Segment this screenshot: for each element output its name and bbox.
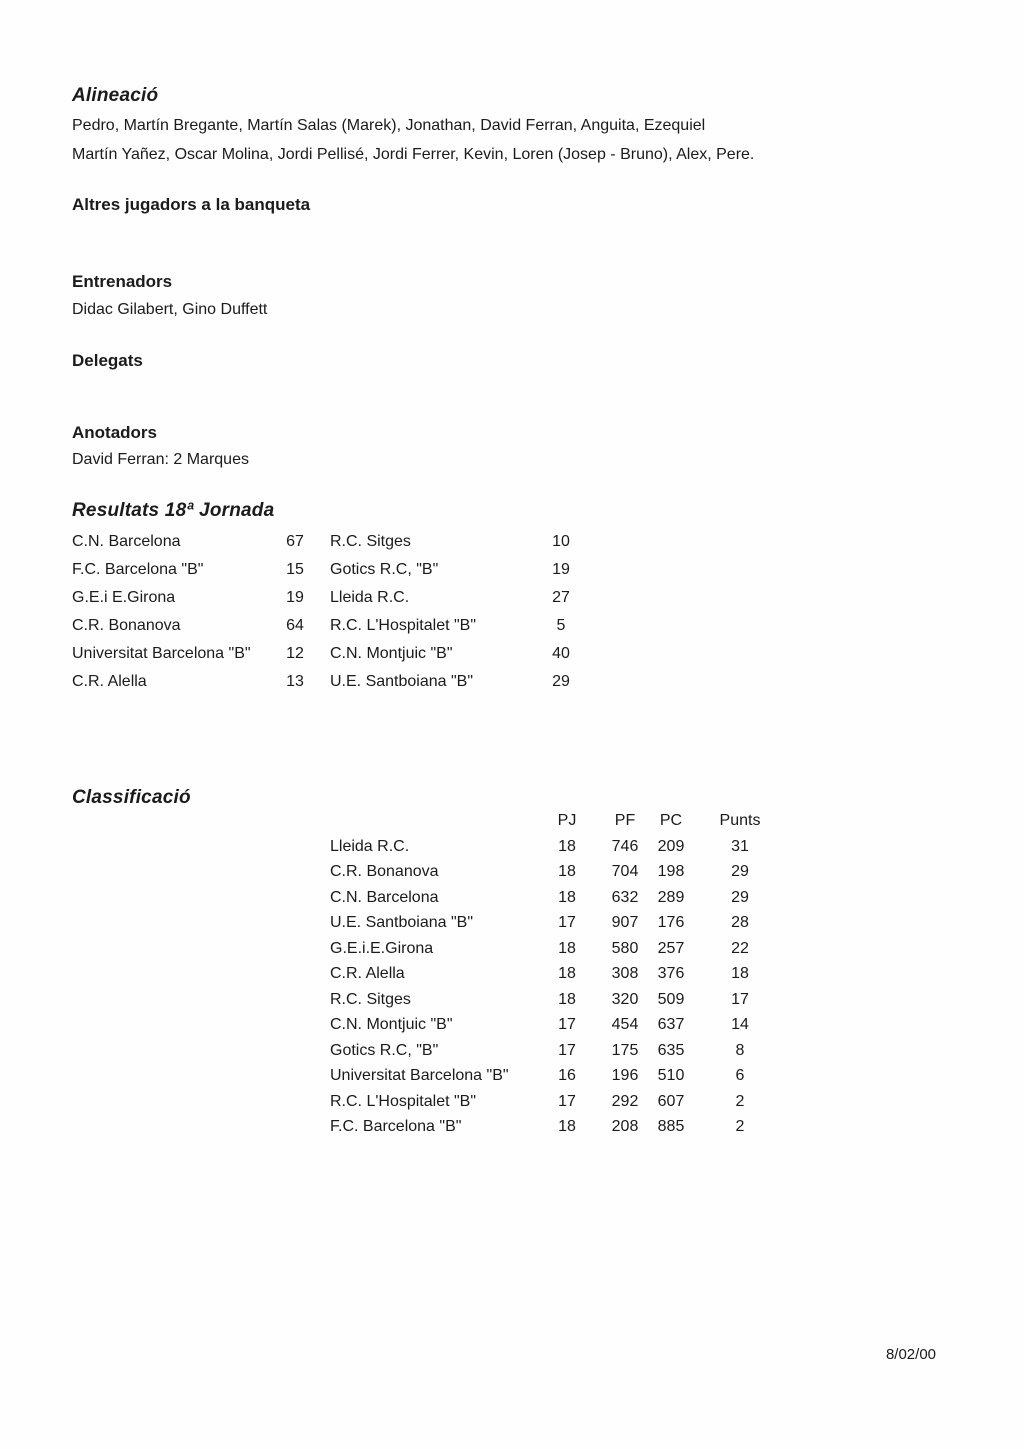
cls-team: C.R. Alella <box>330 965 405 982</box>
alineacio-heading: Alineació <box>72 85 159 106</box>
cls-team: F.C. Barcelona "B" <box>330 1118 462 1135</box>
classification-row <box>330 1016 830 1042</box>
cls-punts: 28 <box>731 914 749 931</box>
cls-pj: 18 <box>558 1118 576 1135</box>
cls-pc: 509 <box>657 991 685 1008</box>
cls-team: G.E.i.E.Girona <box>330 940 434 957</box>
result-row <box>72 617 632 645</box>
cls-pc: 209 <box>657 838 685 855</box>
footer-date: 8/02/00 <box>885 1346 936 1363</box>
result-score-b: 19 <box>552 561 570 578</box>
cls-pf: 308 <box>611 965 639 982</box>
cls-team: Universitat Barcelona "B" <box>330 1067 509 1084</box>
cls-pc: 607 <box>657 1093 685 1110</box>
cls-pf: 454 <box>611 1016 639 1033</box>
classification-row <box>330 1118 830 1144</box>
result-team-a: C.N. Barcelona <box>72 533 181 550</box>
cls-punts: 14 <box>731 1016 749 1033</box>
cls-pj: 17 <box>558 1016 576 1033</box>
cls-pj: 18 <box>558 991 576 1008</box>
cls-pf: 704 <box>611 863 639 880</box>
cls-pc: 289 <box>657 889 685 906</box>
result-team-b: R.C. Sitges <box>330 533 411 550</box>
cls-team: Gotics R.C, "B" <box>330 1042 439 1059</box>
header-pf: PF <box>614 812 636 829</box>
result-row <box>72 561 632 589</box>
cls-pf: 196 <box>611 1067 639 1084</box>
classification-header-row <box>330 812 830 838</box>
result-team-b: U.E. Santboiana "B" <box>330 673 473 690</box>
cls-pj: 16 <box>558 1067 576 1084</box>
resultats-heading: Resultats 18ª Jornada <box>72 500 275 521</box>
cls-pj: 18 <box>558 889 576 906</box>
result-score-b: 10 <box>552 533 570 550</box>
cls-punts: 6 <box>735 1067 745 1084</box>
entrenadors-heading: Entrenadors <box>72 272 173 291</box>
cls-punts: 29 <box>731 863 749 880</box>
result-team-a: C.R. Alella <box>72 673 147 690</box>
cls-punts: 2 <box>735 1118 745 1135</box>
classification-row <box>330 838 830 864</box>
header-punts: Punts <box>719 812 761 829</box>
classification-row <box>330 914 830 940</box>
cls-punts: 29 <box>731 889 749 906</box>
result-score-b: 29 <box>552 673 570 690</box>
classificacio-heading: Classificació <box>72 787 191 808</box>
cls-pj: 18 <box>558 965 576 982</box>
cls-punts: 2 <box>735 1093 745 1110</box>
result-row <box>72 533 632 561</box>
entrenadors-names: Didac Gilabert, Gino Duffett <box>72 301 268 318</box>
result-team-a: Universitat Barcelona "B" <box>72 645 251 662</box>
result-row <box>72 673 632 701</box>
result-row <box>72 645 632 673</box>
result-team-b: Lleida R.C. <box>330 589 410 606</box>
cls-punts: 18 <box>731 965 749 982</box>
cls-pj: 18 <box>558 940 576 957</box>
cls-pf: 208 <box>611 1118 639 1135</box>
cls-team: C.N. Barcelona <box>330 889 439 906</box>
result-score-a: 64 <box>286 617 304 634</box>
cls-pf: 580 <box>611 940 639 957</box>
cls-pc: 376 <box>657 965 685 982</box>
cls-punts: 17 <box>731 991 749 1008</box>
cls-punts: 22 <box>731 940 749 957</box>
result-row <box>72 589 632 617</box>
delegats-heading: Delegats <box>72 351 143 370</box>
result-team-b: Gotics R.C, "B" <box>330 561 439 578</box>
altres-jugadors-heading: Altres jugadors a la banqueta <box>72 195 311 214</box>
header-pj: PJ <box>557 812 577 829</box>
result-score-a: 19 <box>286 589 304 606</box>
classification-row <box>330 1042 830 1068</box>
classification-row <box>330 965 830 991</box>
cls-pj: 17 <box>558 1093 576 1110</box>
players-line-1: Pedro, Martín Bregante, Martín Salas (Marek), Jonathan, David Ferran, Anguita, Ezequiel <box>72 117 706 134</box>
result-team-b: R.C. L'Hospitalet "B" <box>330 617 477 634</box>
cls-team: C.R. Bonanova <box>330 863 439 880</box>
cls-team: U.E. Santboiana "B" <box>330 914 473 931</box>
cls-pc: 510 <box>657 1067 685 1084</box>
cls-pc: 257 <box>657 940 685 957</box>
cls-team: C.N. Montjuic "B" <box>330 1016 453 1033</box>
cls-pf: 746 <box>611 838 639 855</box>
result-team-a: F.C. Barcelona "B" <box>72 561 204 578</box>
cls-pj: 17 <box>558 1042 576 1059</box>
cls-team: R.C. Sitges <box>330 991 411 1008</box>
classification-row <box>330 991 830 1017</box>
cls-pc: 176 <box>657 914 685 931</box>
result-score-b: 27 <box>552 589 570 606</box>
cls-pj: 18 <box>558 863 576 880</box>
players-line-2: Martín Yañez, Oscar Molina, Jordi Pellisé, Jordi Ferrer, Kevin, Loren (Josep - Bruno), Alex, Pere. <box>72 146 755 163</box>
anotadors-heading: Anotadors <box>72 423 157 442</box>
classification-row <box>330 1067 830 1093</box>
result-team-a: C.R. Bonanova <box>72 617 181 634</box>
cls-pf: 320 <box>611 991 639 1008</box>
cls-team: R.C. L'Hospitalet "B" <box>330 1093 477 1110</box>
cls-pf: 292 <box>611 1093 639 1110</box>
cls-team: Lleida R.C. <box>330 838 410 855</box>
classification-row <box>330 940 830 966</box>
cls-punts: 8 <box>735 1042 745 1059</box>
cls-pf: 907 <box>611 914 639 931</box>
result-score-b: 5 <box>556 617 566 634</box>
result-score-a: 15 <box>286 561 304 578</box>
cls-punts: 31 <box>731 838 749 855</box>
classification-row <box>330 1093 830 1119</box>
cls-pc: 637 <box>657 1016 685 1033</box>
anotadors-text: David Ferran: 2 Marques <box>72 451 249 468</box>
header-pc: PC <box>659 812 683 829</box>
classification-row <box>330 889 830 915</box>
cls-pj: 17 <box>558 914 576 931</box>
cls-pf: 632 <box>611 889 639 906</box>
result-team-a: G.E.i E.Girona <box>72 589 176 606</box>
result-score-b: 40 <box>552 645 570 662</box>
cls-pc: 885 <box>657 1118 685 1135</box>
result-team-b: C.N. Montjuic "B" <box>330 645 453 662</box>
cls-pc: 635 <box>657 1042 685 1059</box>
classification-row <box>330 863 830 889</box>
result-score-a: 67 <box>286 533 304 550</box>
cls-pj: 18 <box>558 838 576 855</box>
result-score-a: 13 <box>286 673 304 690</box>
result-score-a: 12 <box>286 645 304 662</box>
cls-pc: 198 <box>657 863 685 880</box>
cls-pf: 175 <box>611 1042 639 1059</box>
